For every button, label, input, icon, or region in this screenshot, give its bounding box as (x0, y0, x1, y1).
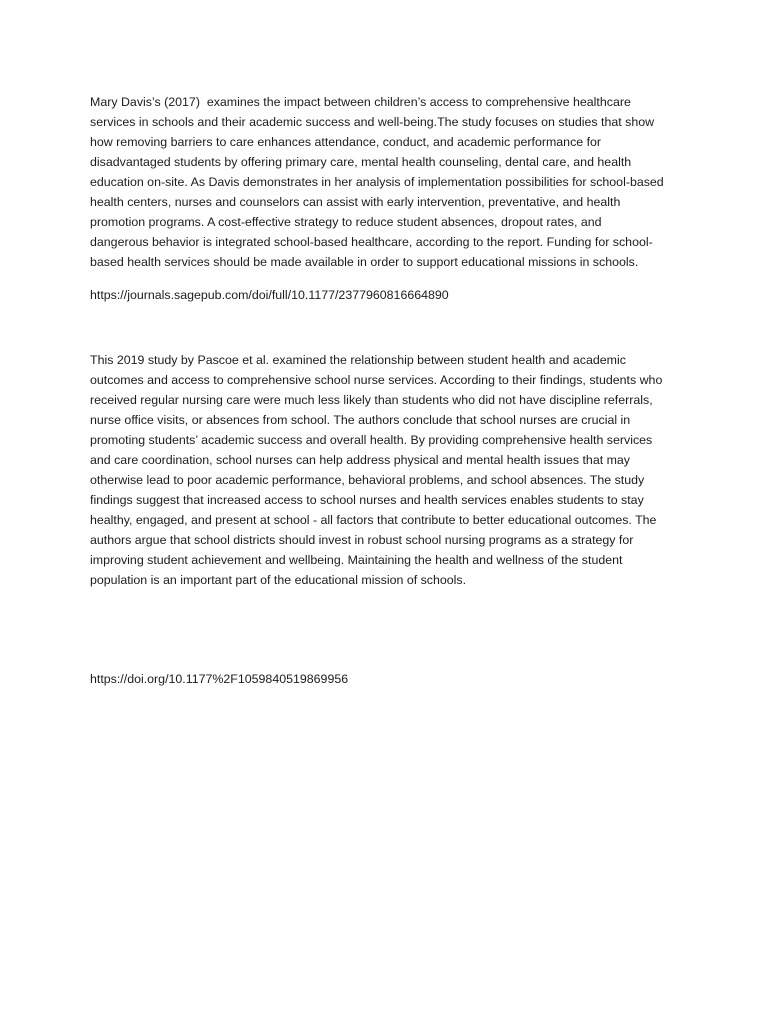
paragraph-line: disadvantaged students by offering primary care, mental health counseling, dental care, and health (90, 155, 632, 169)
paragraph-line: nurse office visits, or absences from school. The authors conclude that school nurses are crucial in (90, 413, 631, 427)
paragraph-davis-summary (90, 92, 690, 272)
paragraph-line: promotion programs. A cost-effective strategy to reduce student absences, dropout rates, and (90, 215, 602, 229)
paragraph-line: This 2019 study by Pascoe et al. examined the relationship between student health and academic (90, 353, 626, 367)
paragraph-line: otherwise lead to poor academic performance, behavioral problems, and school absences. The study (90, 473, 645, 487)
paragraph-line: authors argue that school districts should invest in robust school nursing programs as a strategy for (90, 533, 634, 547)
paragraph-line: services in schools and their academic success and well-being.The study focuses on studies that show (90, 115, 655, 129)
paragraph-line: Mary Davis’s (2017) examines the impact between children’s access to comprehensive healthcare (90, 95, 631, 109)
paragraph-line: healthy, engaged, and present at school - all factors that contribute to better educational outcomes. The (90, 513, 657, 527)
paragraph-line: improving student achievement and wellbeing. Maintaining the health and wellness of the student (90, 553, 623, 567)
paragraph-line: how removing barriers to care enhances attendance, conduct, and academic performance for (90, 135, 602, 149)
paragraph-pascoe-summary (90, 350, 690, 590)
paragraph-line: promoting students’ academic success and overall health. By providing comprehensive health services (90, 433, 653, 447)
paragraph-line: population is an important part of the educational mission of schools. (90, 573, 467, 587)
paragraph-line: received regular nursing care were much less likely than students who did not have discipline referrals, (90, 393, 653, 407)
reference-url-davis: https://journals.sagepub.com/doi/full/10.1177/2377960816664890 (90, 288, 449, 302)
reference-url-pascoe: https://doi.org/10.1177%2F1059840519869956 (90, 672, 349, 686)
paragraph-line: health centers, nurses and counselors can assist with early intervention, preventative, and health (90, 195, 621, 209)
paragraph-line: based health services should be made available in order to support educational missions in schools. (90, 255, 639, 269)
paragraph-line: outcomes and access to comprehensive school nurse services. According to their findings, students who (90, 373, 663, 387)
paragraph-line: findings suggest that increased access to school nurses and health services enables students to stay (90, 493, 644, 507)
paragraph-line: dangerous behavior is integrated school-based healthcare, according to the report. Funding for school- (90, 235, 653, 249)
paragraph-line: and care coordination, school nurses can help address physical and mental health issues that may (90, 453, 630, 467)
paragraph-line: education on-site. As Davis demonstrates in her analysis of implementation possibilities for school-based (90, 175, 664, 189)
